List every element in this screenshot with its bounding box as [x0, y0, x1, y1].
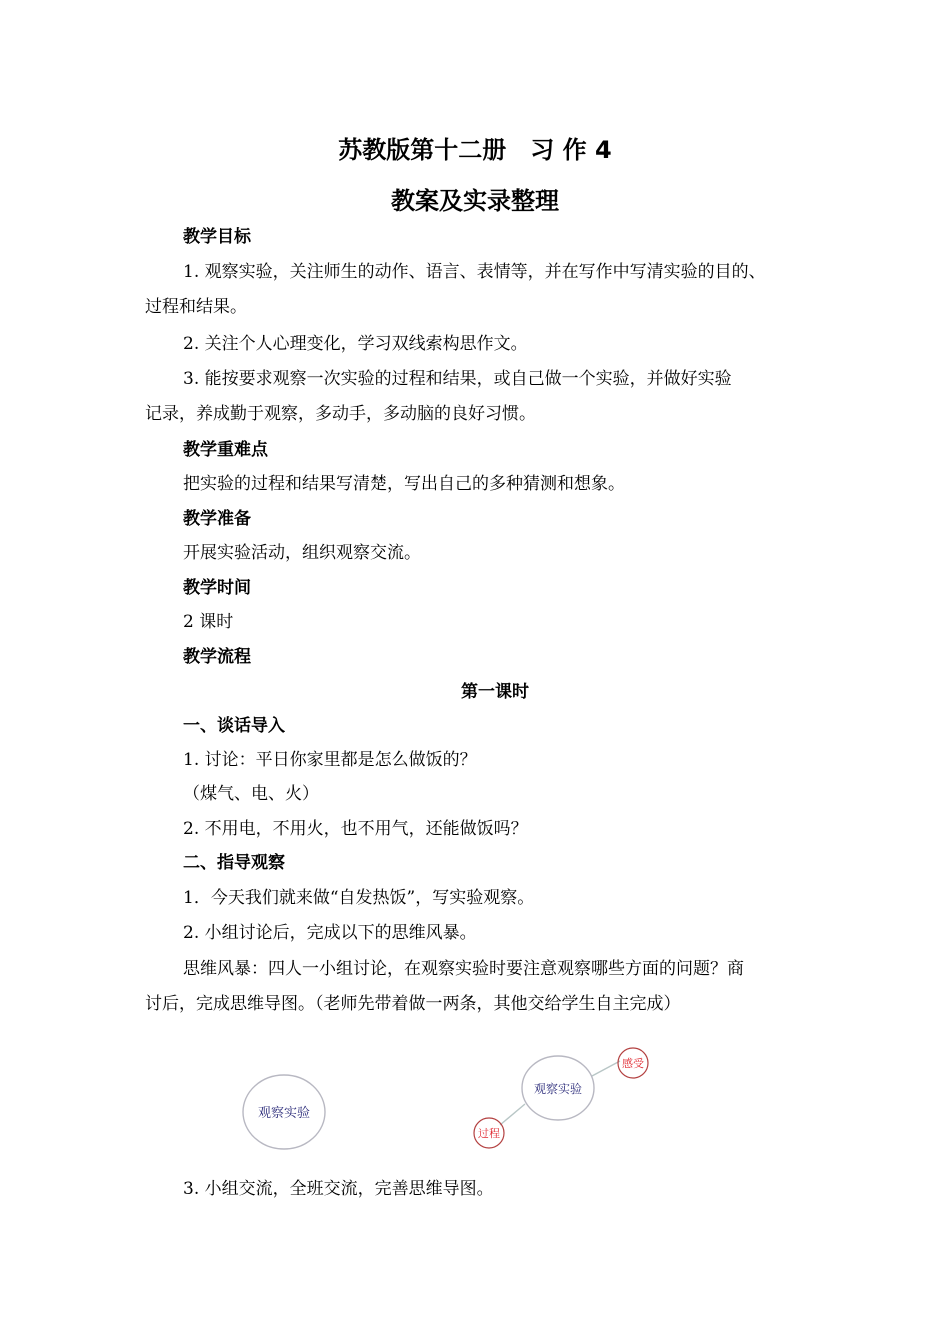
flow-heading: 教学流程: [183, 647, 251, 667]
preparation-heading: 教学准备: [183, 509, 251, 529]
document-title: 苏教版第十二册 习 作 4: [338, 136, 612, 164]
feeling-node-label: 感受: [622, 1057, 644, 1070]
connector-feeling: [592, 1061, 620, 1076]
part-2-heading: 二、指导观察: [183, 853, 285, 873]
goals-heading: 教学目标: [183, 227, 251, 247]
time-text: 2 课时: [183, 612, 234, 632]
lesson-1-heading: 第一课时: [461, 682, 529, 702]
mind-map-right: [474, 1048, 648, 1148]
mind-map-left: [243, 1075, 325, 1149]
part-2-item-1: 1．今天我们就来做“自发热饭”，写实验观察。: [183, 888, 535, 908]
preparation-text: 开展实验活动，组织观察交流。: [183, 543, 421, 563]
mind-map-figure: [0, 1040, 950, 1180]
part-2-item-3: 3. 小组交流，全班交流，完善思维导图。: [183, 1179, 494, 1199]
connector-process: [500, 1104, 525, 1125]
right-center-label: 观察实验: [533, 1082, 583, 1096]
part-1-heading: 一、谈话导入: [183, 716, 285, 736]
goal-1-line-2: 过程和结果。: [145, 297, 247, 317]
part-2-storm-line-2: 讨后，完成思维导图。（老师先带着做一两条，其他交给学生自主完成）: [145, 994, 681, 1014]
part-2-storm-line-1: 思维风暴：四人一小组讨论，在观察实验时要注意观察哪些方面的问题？商: [183, 959, 744, 979]
goal-3-line-2: 记录，养成勤于观察，多动手，多动脑的良好习惯。: [145, 404, 536, 424]
document-subtitle: 教案及实录整理: [391, 187, 559, 215]
goal-1-line-1: 1. 观察实验，关注师生的动作、语言、表情等，并在写作中写清实验的目的、: [183, 262, 766, 282]
key-points-text: 把实验的过程和结果写清楚，写出自己的多种猜测和想象。: [183, 474, 625, 494]
left-center-label: 观察实验: [257, 1106, 311, 1121]
key-points-heading: 教学重难点: [183, 440, 268, 460]
goal-3-line-1: 3. 能按要求观察一次实验的过程和结果，或自己做一个实验，并做好实验: [183, 369, 732, 389]
process-node-label: 过程: [478, 1127, 500, 1140]
goal-2: 2. 关注个人心理变化，学习双线索构思作文。: [183, 334, 528, 354]
part-2-item-2: 2. 小组讨论后，完成以下的思维风暴。: [183, 923, 477, 943]
time-heading: 教学时间: [183, 578, 251, 598]
part-1-question-2: 2. 不用电，不用火，也不用气，还能做饭吗？: [183, 819, 528, 839]
part-1-answer-1: （煤气、电、火）: [183, 784, 319, 804]
part-1-question-1: 1. 讨论：平日你家里都是怎么做饭的？: [183, 750, 477, 770]
